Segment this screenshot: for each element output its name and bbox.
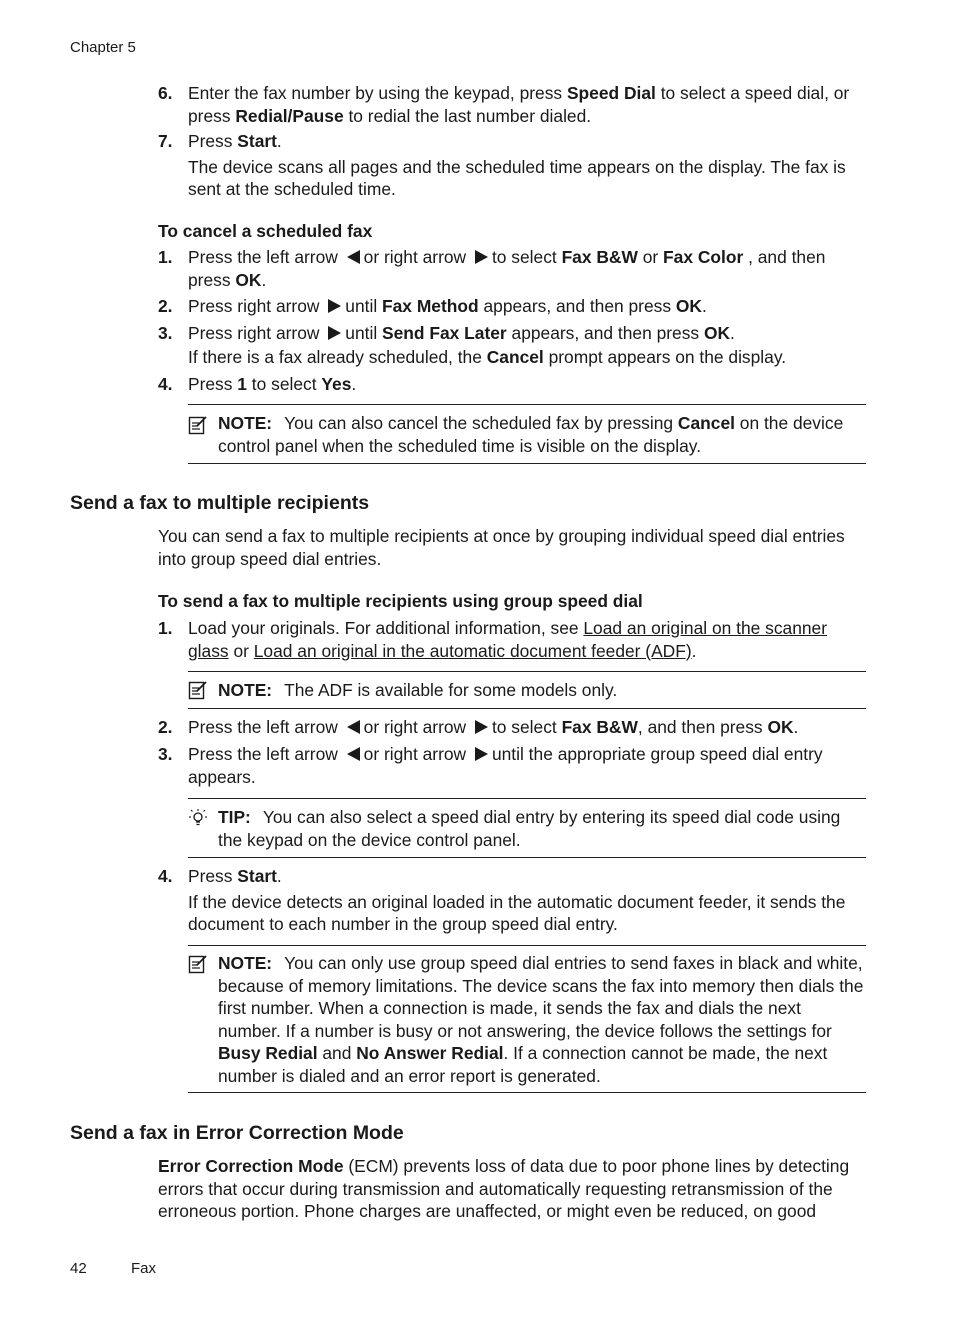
multi-step-1 <box>158 617 868 662</box>
step-number: 2. <box>158 296 173 316</box>
tip-text: TIP: You can also select a speed dial entry by entering its speed dial code using the keypad on the device control panel. <box>218 807 841 850</box>
step-text: Enter the fax number by using the keypad, press Speed Dial to select a speed dial, or press Redial/Pause to redial the last number dialed. <box>188 83 850 126</box>
ecm-paragraph: Error Correction Mode (ECM) prevents loss of data due to poor phone lines by detecting errors that occur during transmission and automatically requesting retransmission of the erroneous portion. Phone charges are unaffected, or might even be reduced, on good <box>158 1156 850 1221</box>
right-arrow-icon <box>327 325 342 341</box>
step-text: Press the left arrow or right arrow until the appropriate group speed dial entry appears. <box>188 744 823 787</box>
section-title-ecm: Send a fax in Error Correction Mode <box>70 1122 404 1144</box>
note-box <box>188 404 866 464</box>
note-text: NOTE: You can only use group speed dial entries to send faxes in black and white, because of memory limitations. The device scans the fax into memory then dials the first number. When a connection is made, it sends the fax and dials the next number. If a number is busy or not answering, the device follows the settings for Busy Redial and No Answer Redial. If a connection cannot be made, the next number is dialed and an error report is generated. <box>218 953 864 1086</box>
step-text: Press right arrow until Fax Method appears, and then press OK. <box>188 296 707 316</box>
step-text: Press Start. If the device detects an original loaded in the automatic document feeder, it sends the document to each number in the group speed dial entry. <box>188 866 846 934</box>
step-number: 7. <box>158 131 173 151</box>
cancel-step-1 <box>158 246 868 291</box>
note-text: NOTE: The ADF is available for some models only. <box>218 680 618 700</box>
note-text: NOTE: You can also cancel the scheduled fax by pressing Cancel on the device control panel when the scheduled time is visible on the display. <box>218 413 844 456</box>
lightbulb-icon <box>188 808 208 828</box>
step-number: 4. <box>158 866 173 886</box>
note-box <box>188 671 866 709</box>
step-number: 3. <box>158 323 173 343</box>
step-number: 6. <box>158 83 173 103</box>
tip-box <box>188 798 866 858</box>
cancel-step-4 <box>158 373 868 396</box>
step-text: Press the left arrow or right arrow to select Fax B&W or Fax Color , and then press OK. <box>188 247 826 290</box>
multi-step-3 <box>158 743 868 788</box>
note-icon <box>188 954 208 974</box>
step-text: Press the left arrow or right arrow to select Fax B&W, and then press OK. <box>188 717 799 737</box>
step-text: Load your originals. For additional information, see Load an original on the scanner glass or Load an original in the automatic document feeder (ADF). <box>188 618 828 661</box>
step-number: 2. <box>158 717 173 737</box>
footer-section: Fax <box>131 1260 157 1277</box>
link-adf[interactable]: Load an original in the automatic document feeder (ADF) <box>253 640 692 661</box>
step-number: 1. <box>158 618 173 638</box>
cancel-step-2 <box>158 295 868 318</box>
cancel-step-3 <box>158 322 868 368</box>
left-arrow-icon <box>346 719 361 735</box>
multi-intro: You can send a fax to multiple recipients at once by grouping individual speed dial entries into group speed dial entries. <box>158 526 845 569</box>
step-number: 1. <box>158 247 173 267</box>
step-text: Press 1 to select Yes. <box>188 374 357 394</box>
note-icon <box>188 680 208 700</box>
link-scanner-glass[interactable]: Load an original on the scanner glass <box>188 618 828 661</box>
left-arrow-icon <box>346 746 361 762</box>
section-title-multiple-recipients: Send a fax to multiple recipients <box>70 492 370 514</box>
right-arrow-icon <box>474 249 489 265</box>
multi-step-4 <box>158 865 868 936</box>
left-arrow-icon <box>346 249 361 265</box>
step-number: 4. <box>158 374 173 394</box>
group-speed-dial-heading: To send a fax to multiple recipients using group speed dial <box>158 591 643 611</box>
page-number: 42 <box>70 1260 87 1277</box>
right-arrow-icon <box>327 298 342 314</box>
right-arrow-icon <box>474 746 489 762</box>
note-icon <box>188 415 208 435</box>
note-box <box>188 945 866 1093</box>
chapter-label: Chapter 5 <box>70 39 136 56</box>
cancel-heading: To cancel a scheduled fax <box>158 221 373 241</box>
step-6 <box>158 82 868 127</box>
step-text: Press Start. The device scans all pages and the scheduled time appears on the display. The fax is sent at the scheduled time. <box>188 131 846 199</box>
step-7 <box>158 130 868 201</box>
right-arrow-icon <box>474 719 489 735</box>
step-number: 3. <box>158 744 173 764</box>
multi-step-2 <box>158 716 868 739</box>
step-text: Press right arrow until Send Fax Later appears, and then press OK. If there is a fax already scheduled, the Cancel prompt appears on the display. <box>188 323 787 367</box>
page-footer <box>70 1258 157 1281</box>
